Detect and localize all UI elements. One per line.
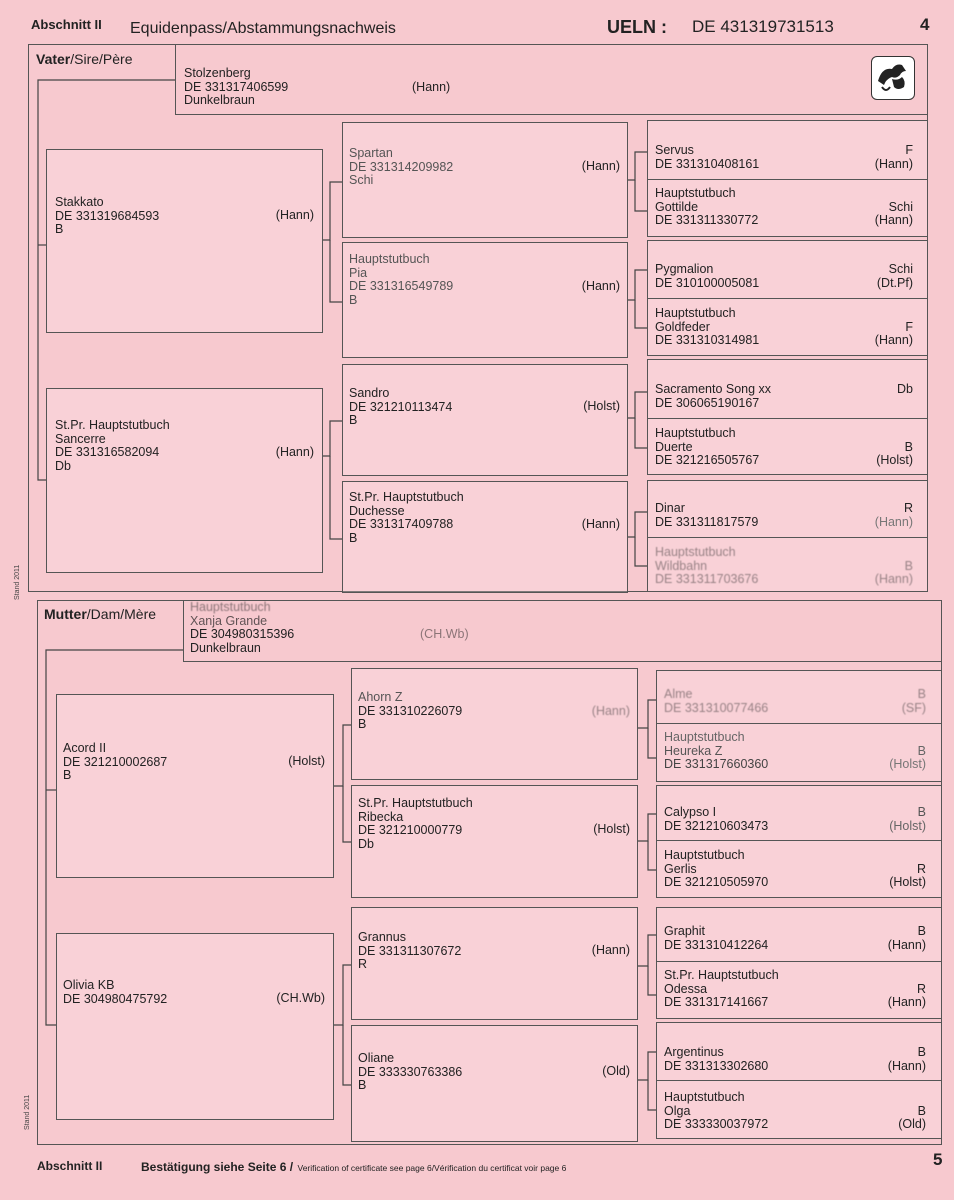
great-grandparent-box [351, 907, 638, 1020]
horse-color: F [905, 143, 913, 157]
horse-studbook-note: Hauptstutbuch [664, 1090, 745, 1104]
horse-studbook: (Hann) [275, 208, 314, 222]
horse-ueln: DE 331317409788 [349, 517, 454, 531]
footer-note [141, 1158, 566, 1176]
horse-studbook-note: Hauptstutbuch [655, 306, 736, 320]
horse-name: Gerlis [664, 861, 697, 876]
horse-ueln: DE 321210113474 [349, 399, 453, 414]
horse-studbook: (Hann) [874, 333, 913, 347]
horse-studbook: (Hann) [887, 1058, 926, 1073]
sire-studbook: (Hann) [412, 80, 451, 94]
horse-ueln: DE 321210505970 [664, 875, 769, 889]
horse-color: R [916, 861, 926, 876]
divider [647, 418, 928, 419]
horse-studbook: (CH.Wb) [276, 991, 325, 1005]
ancestor-entry [655, 546, 921, 587]
horse-ueln: DE 304980475792 [63, 991, 168, 1006]
great-grandparent-box [342, 481, 628, 593]
horse-name: Ahorn Z [358, 690, 403, 704]
horse-color: R [358, 957, 368, 971]
horse-studbook: (Hann) [874, 156, 913, 171]
horse-ueln: DE 331316582094 [55, 445, 160, 459]
horse-studbook-note: St.Pr. Hauptstutbuch [55, 418, 170, 432]
horse-studbook: (Holst) [288, 754, 325, 768]
horse-studbook: (Holst) [889, 875, 926, 889]
horse-ueln: DE 310100005081 [655, 275, 760, 290]
ancestor-entry [664, 969, 934, 1010]
sire-box [175, 44, 928, 115]
horse-ueln: DE 331317660360 [664, 757, 769, 771]
footer-page-number: 5 [933, 1150, 943, 1169]
sire-color: Dunkelbraun [184, 93, 255, 107]
horse-color: R [916, 981, 926, 996]
horse-name: Sandro [349, 386, 390, 400]
ancestor-entry [664, 1091, 934, 1132]
horse-color: B [904, 439, 913, 454]
footer-section-label: Abschnitt II [37, 1159, 103, 1173]
ueln-value: DE 431319731513 [692, 17, 834, 36]
horse-ueln: DE 331317141667 [664, 995, 769, 1009]
section-label: Abschnitt II [31, 17, 102, 32]
page-title: Equidenpass/Abstammungsnachweis [130, 20, 396, 37]
horse-ueln: DE 333330763386 [358, 1064, 463, 1079]
horse-name: Sancerre [55, 431, 106, 446]
horse-color: B [55, 222, 64, 236]
horse-studbook-note: Hauptstutbuch [655, 545, 736, 559]
horse-studbook: (Old) [602, 1064, 630, 1078]
horse-name: Grannus [358, 930, 406, 944]
horse-name: Pia [349, 265, 368, 280]
divider [647, 179, 928, 180]
horse-name: Acord II [63, 741, 107, 755]
horse-studbook-note: St.Pr. Hauptstutbuch [664, 968, 779, 982]
horse-color: B [349, 292, 358, 307]
horse-studbook: (Hann) [275, 445, 314, 459]
horse-name: Graphit [664, 924, 705, 938]
horse-studbook-note: Hauptstutbuch [655, 186, 736, 200]
horse-ueln: DE 331311307672 [358, 943, 462, 958]
horse-ueln: DE 331310408161 [655, 156, 760, 171]
horse-name: Odessa [664, 981, 708, 996]
horse-color: Db [358, 836, 374, 851]
ancestor-entry [664, 1046, 934, 1073]
horse-name: Servus [655, 143, 694, 157]
horse-studbook: (Hann) [874, 572, 913, 586]
horse-color: Db [897, 382, 913, 396]
horse-studbook: (Holst) [876, 453, 913, 467]
horse-name: Olga [664, 1103, 691, 1118]
footer-note-small: Verification of certificate see page 6/Vérification du certificat voir page 6 [297, 1163, 567, 1173]
dam-color: Dunkelbraun [190, 640, 261, 655]
page-number: 4 [920, 15, 930, 34]
horse-studbook: (Dt.Pf) [876, 275, 913, 290]
footer-note-bold: Bestätigung siehe Seite 6 / [141, 1160, 294, 1174]
ancestor-entry [655, 187, 921, 228]
grandparent-box [46, 149, 323, 333]
ancestor-entry [655, 383, 921, 410]
dam-label-rest: /Dam/Mère [86, 606, 157, 622]
horse-ueln: DE 331311817579 [655, 514, 759, 529]
grandparent-box [56, 933, 334, 1120]
horse-color: B [358, 717, 367, 731]
horse-ueln: DE 331311330772 [655, 213, 759, 227]
horse-studbook: (Hann) [887, 995, 926, 1009]
horse-color: B [917, 805, 926, 819]
horse-color: B [917, 924, 926, 938]
horse-studbook: (Holst) [889, 818, 926, 833]
horse-studbook: (Hann) [874, 213, 913, 227]
horse-studbook-note: Hauptstutbuch [349, 252, 430, 266]
horse-studbook: (Old) [898, 1117, 926, 1131]
grandparent-box [56, 694, 334, 878]
dam-name: Xanja Grande [190, 613, 268, 628]
horse-name: Pygmalion [655, 262, 714, 276]
horse-studbook: (Hann) [591, 943, 630, 957]
ancestor-entry [664, 688, 934, 715]
horse-name: Goldfeder [655, 319, 710, 334]
ancestor-entry [664, 925, 934, 952]
horse-name: Spartan [349, 146, 393, 160]
horse-name: Heureka Z [664, 743, 723, 758]
horse-name: Argentinus [664, 1045, 724, 1059]
horse-ueln: DE 306065190167 [655, 395, 760, 410]
horse-studbook: (Holst) [583, 399, 620, 413]
horse-ueln: DE 331314209982 [349, 159, 454, 174]
horse-name: Sacramento Song xx [655, 382, 772, 396]
horse-name: Duchesse [349, 503, 405, 518]
sire-label-main: Vater [36, 51, 71, 67]
ancestor-entry [655, 144, 921, 171]
horse-studbook: (Hann) [581, 159, 620, 173]
horse-studbook-note: Hauptstutbuch [655, 426, 736, 440]
ancestor-entry [655, 502, 921, 529]
horse-studbook: (Holst) [889, 757, 926, 771]
horse-studbook: (Hann) [874, 514, 913, 529]
ancestor-entry [664, 849, 934, 890]
horse-color: B [917, 743, 926, 758]
horse-ueln: DE 331310412264 [664, 937, 769, 952]
horse-studbook-note: Hauptstutbuch [664, 730, 745, 744]
dam-ueln: DE 304980315396 [190, 627, 295, 641]
divider [656, 961, 942, 962]
horse-studbook-note: St.Pr. Hauptstutbuch [349, 490, 464, 504]
dam-box [183, 600, 942, 662]
horse-color: R [903, 501, 913, 515]
ancestor-entry [664, 731, 934, 772]
horse-ueln: DE 321210002687 [63, 754, 168, 769]
horse-name: Alme [664, 687, 693, 701]
sire-name: Stolzenberg [184, 66, 251, 80]
horse-name: Duerte [655, 439, 693, 454]
divider [656, 1080, 942, 1081]
horse-ueln: DE 321216505767 [655, 453, 760, 467]
horse-color: B [63, 768, 72, 782]
great-grandparent-box [351, 668, 638, 780]
ancestor-entry [664, 806, 934, 833]
horse-name: Ribecka [358, 809, 404, 824]
horse-color: F [905, 319, 913, 334]
horse-ueln: DE 331311703676 [655, 572, 759, 586]
horse-color: Schi [888, 262, 913, 276]
great-grandparent-box [351, 1025, 638, 1142]
stand-label: Stand 2011 [14, 564, 21, 600]
horse-ueln: DE 331310077466 [664, 700, 769, 715]
horse-ueln: DE 333330037972 [664, 1117, 769, 1131]
horse-ueln: DE 331313302680 [664, 1058, 769, 1073]
divider [647, 537, 928, 538]
great-grandparent-box [342, 122, 628, 238]
horse-color: B [358, 1078, 367, 1092]
horse-color: Schi [888, 199, 913, 214]
stand-label: Stand 2011 [24, 1094, 31, 1130]
horse-name: Oliane [358, 1051, 395, 1065]
horse-color: Db [55, 458, 71, 473]
horse-ueln: DE 321210603473 [664, 818, 769, 833]
dam-studbook: (CH.Wb) [420, 627, 469, 641]
horse-name: Wildbahn [655, 558, 708, 573]
horse-ueln: DE 331310226079 [358, 703, 463, 718]
grandparent-box [46, 388, 323, 573]
divider [656, 840, 942, 841]
sire-label [36, 51, 133, 67]
sire-ueln: DE 331317406599 [184, 79, 289, 94]
horse-ueln: DE 331316549789 [349, 279, 454, 293]
divider [647, 298, 928, 299]
horse-color: B [917, 687, 926, 701]
horse-studbook: (Hann) [581, 517, 620, 531]
horse-name: Olivia KB [63, 978, 115, 992]
horse-color: B [904, 558, 913, 573]
ueln-label: UELN : [607, 17, 667, 37]
horse-studbook: (Hann) [887, 937, 926, 952]
horse-name: Calypso I [664, 805, 717, 819]
ancestor-entry [655, 263, 921, 290]
dam-label [44, 606, 156, 622]
divider [656, 723, 942, 724]
horse-studbook: (SF) [901, 700, 926, 715]
great-grandparent-box [342, 242, 628, 358]
horse-studbook-note: St.Pr. Hauptstutbuch [358, 796, 473, 810]
horse-ueln: DE 331319684593 [55, 208, 160, 223]
sire-label-rest: /Sire/Père [70, 51, 133, 67]
horse-studbook: (Holst) [593, 822, 630, 836]
horse-name: Gottilde [655, 199, 699, 214]
dam-label-main: Mutter [44, 606, 87, 622]
horse-ueln: DE 321210000779 [358, 823, 463, 837]
great-grandparent-box [351, 785, 638, 898]
horse-color: B [349, 530, 358, 545]
horse-ueln: DE 331310314981 [655, 333, 760, 347]
horse-name: Stakkato [55, 195, 104, 209]
horse-color: Schi [349, 173, 374, 187]
horse-studbook: (Hann) [581, 279, 620, 293]
horse-studbook: (Hann) [591, 704, 630, 718]
ancestor-entry [655, 307, 921, 348]
horse-studbook-note: Hauptstutbuch [664, 848, 745, 862]
horse-name: Dinar [655, 501, 685, 515]
horse-color: B [917, 1103, 926, 1118]
ancestor-entry [655, 427, 921, 468]
horse-color: B [917, 1045, 926, 1059]
horse-color: B [349, 413, 358, 427]
great-grandparent-box [342, 364, 628, 476]
dam-studbook-note: Hauptstutbuch [190, 600, 271, 614]
